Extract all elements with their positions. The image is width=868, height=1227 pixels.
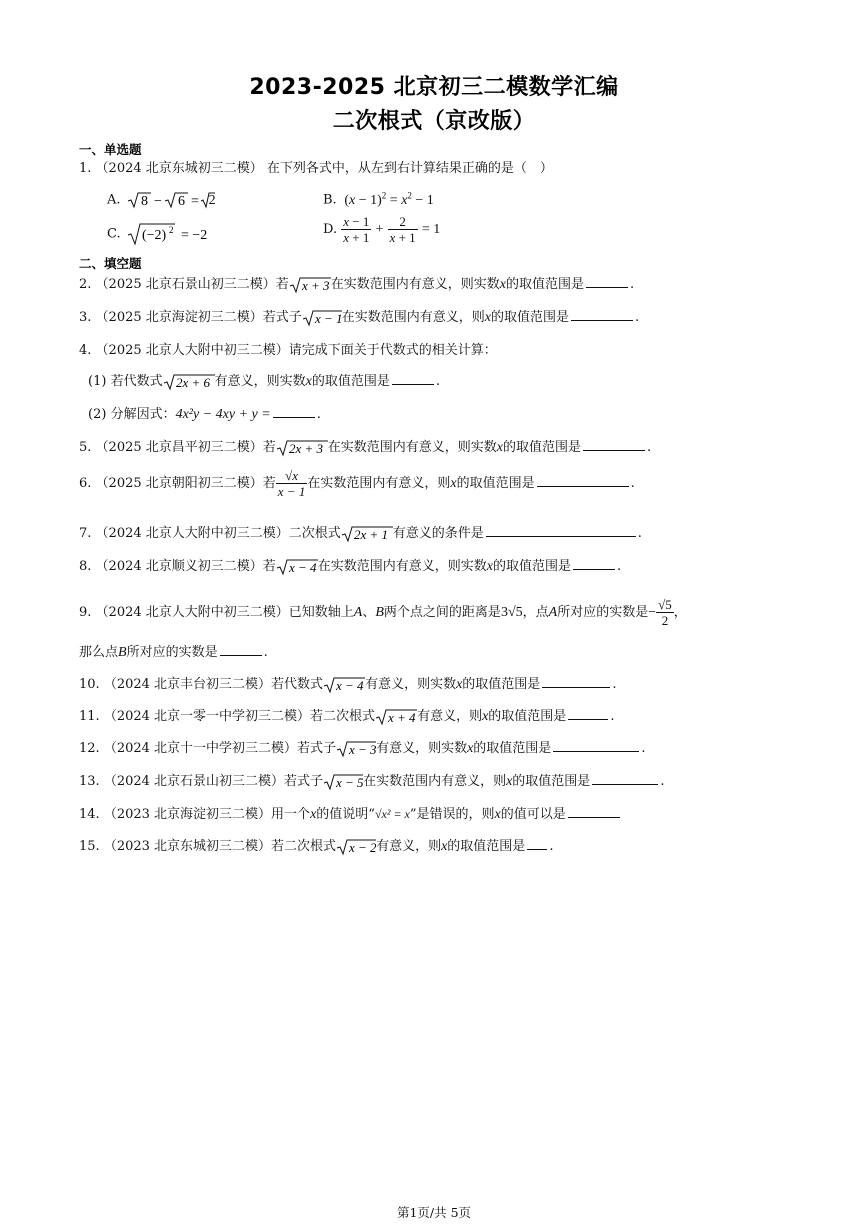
option-d-fraction-1: $\frac{x - 1}{x + 1}$	[343, 214, 370, 245]
punctuation: .	[263, 645, 268, 660]
question-text: 的取值范围是	[462, 677, 541, 692]
radical-expression	[289, 276, 331, 294]
question-text: 的取值范围是	[506, 277, 585, 292]
punctuation: .	[641, 741, 646, 756]
question-text: 在实数范围内有意义，则	[341, 310, 485, 325]
radical-expression	[276, 439, 328, 457]
question-text: 的取值范围是	[488, 709, 567, 724]
punctuation: .	[435, 374, 440, 389]
question-text: 若	[262, 559, 276, 574]
question-text: 有意义，则	[417, 709, 483, 724]
question-4-part-2	[88, 403, 321, 423]
question-number: 7.	[79, 526, 92, 541]
option-label: B.	[323, 192, 337, 208]
question-text: 二次根式	[288, 526, 341, 541]
punctuation: ，	[673, 605, 687, 620]
radical-expression	[276, 558, 318, 576]
question-4-part-1	[88, 370, 440, 391]
question-5	[79, 436, 651, 457]
svg-text:6: 6	[177, 194, 185, 209]
question-number: 5.	[79, 440, 92, 455]
fraction-expression: $\frac{√5}{2}$	[658, 597, 672, 628]
svg-text:=: =	[190, 194, 199, 209]
question-12	[79, 737, 645, 758]
svg-text:x − 2: x − 2	[349, 839, 377, 855]
question-text: 已知数轴上	[288, 605, 354, 620]
question-number: 8.	[79, 559, 92, 574]
answer-blank[interactable]	[486, 524, 636, 537]
question-source: （2023 北京海淀初三二模）	[103, 807, 272, 822]
question-text: 的取值范围是	[503, 440, 582, 455]
part-label: (1)	[88, 374, 107, 389]
question-source: （2024 北京人大附中初三二模）	[95, 605, 289, 620]
variable: x	[486, 559, 494, 574]
radical-expression	[375, 708, 417, 726]
question-text: 若二次根式	[271, 839, 337, 854]
question-text: 若	[262, 440, 276, 455]
variable: x	[484, 310, 492, 325]
punctuation: 、	[362, 605, 376, 620]
radical-expression	[336, 740, 376, 758]
answer-blank[interactable]	[568, 707, 608, 720]
question-text: 若	[275, 277, 289, 292]
question-9	[79, 597, 687, 628]
question-source: （2024 北京一零一中学初三二模）	[103, 709, 311, 724]
svg-text:= −2: = −2	[180, 228, 208, 243]
radical-expression	[163, 373, 215, 391]
part-label: (2)	[88, 407, 107, 422]
question-number: 9.	[79, 605, 92, 620]
section-heading-single-choice: 一、单选题	[79, 142, 142, 157]
question-text: 有意义的条件是	[392, 526, 484, 541]
question-11	[79, 705, 614, 726]
svg-text:(−2): (−2)	[141, 228, 166, 243]
question-text: 用一个	[271, 807, 311, 822]
svg-text:x − 3: x − 3	[349, 741, 377, 757]
question-14	[79, 803, 622, 823]
answer-blank[interactable]	[571, 308, 633, 321]
question-number: 14.	[79, 807, 100, 822]
question-source: （2025 北京石景山初三二模）	[95, 277, 276, 292]
answer-blank[interactable]	[542, 675, 610, 688]
question-text: 的取值范围是	[493, 559, 572, 574]
document-subtitle: 二次根式（京改版）	[332, 109, 536, 134]
answer-blank[interactable]	[592, 772, 658, 785]
variable: x	[499, 277, 507, 292]
question-source: （2024 北京丰台初三二模）	[103, 677, 272, 692]
answer-blank[interactable]	[273, 405, 315, 418]
section-heading-fill-in: 二、填空题	[79, 256, 142, 271]
question-text: 在实数范围内有意义，则	[307, 476, 451, 491]
punctuation: .	[635, 310, 640, 325]
question-text: 若式子	[262, 310, 302, 325]
option-b	[323, 190, 434, 209]
radical-expression	[323, 773, 363, 791]
question-number: 13.	[79, 774, 100, 789]
question-text: 有意义，则实数	[365, 677, 457, 692]
punctuation: .	[637, 526, 642, 541]
punctuation: .	[660, 774, 665, 789]
question-text: 的值可以是	[500, 807, 566, 822]
fraction-expression: $\frac{√x}{x - 1}$	[277, 468, 306, 499]
question-number: 1.	[79, 161, 92, 176]
question-8	[79, 555, 621, 576]
variable: x	[305, 374, 312, 389]
question-text: 的值说明“	[316, 807, 375, 822]
question-text: 的取值范围是	[311, 374, 390, 389]
answer-blank[interactable]	[586, 275, 628, 288]
question-text: 那么点	[79, 645, 119, 660]
question-text: 在下列各式中，从左到右计算结果正确的是（ ）	[266, 161, 553, 176]
question-text: ”是错误的，则	[409, 807, 495, 822]
math-expression: √x² = x	[374, 807, 410, 821]
svg-text:x − 1: x − 1	[314, 310, 342, 326]
variable: x	[456, 677, 463, 692]
answer-blank[interactable]	[220, 643, 262, 656]
question-text: 若	[262, 476, 276, 491]
question-text: 在实数范围内有意义，则实数	[327, 440, 497, 455]
variable: x	[450, 476, 457, 491]
radical-expression	[323, 676, 365, 694]
answer-blank[interactable]	[392, 372, 434, 385]
question-text: 所对应的实数是	[557, 605, 649, 620]
variable: x	[467, 741, 474, 756]
svg-text:8: 8	[140, 194, 148, 209]
option-d: D. $\frac{x - 1}{x + 1}$ + $\frac{2}{x + 1}$ = 1	[323, 214, 441, 245]
variable: x	[482, 709, 489, 724]
question-1	[79, 157, 553, 176]
question-text: 的取值范围是	[491, 310, 570, 325]
question-3	[79, 306, 639, 327]
variable: A	[548, 605, 558, 620]
question-15	[79, 835, 553, 856]
radical-expression	[341, 525, 393, 543]
question-text: 分解因式：	[110, 407, 176, 422]
answer-blank[interactable]	[527, 837, 547, 850]
question-source: （2024 北京顺义初三二模）	[95, 559, 263, 574]
question-text: 若式子	[284, 774, 324, 789]
option-c	[107, 222, 235, 246]
variable: x	[310, 807, 317, 822]
question-text: 有意义，则实数	[214, 374, 306, 389]
answer-blank[interactable]	[573, 557, 615, 570]
math-sign: −	[648, 605, 657, 620]
question-text: 若式子	[297, 741, 337, 756]
question-6	[79, 468, 635, 499]
svg-text:2x + 6: 2x + 6	[175, 374, 210, 390]
question-text: 若二次根式	[310, 709, 376, 724]
math-expression: 3√5	[500, 605, 523, 620]
math-expression: 4x²y − 4xy + y =	[175, 407, 271, 422]
question-text: 在实数范围内有意义，则	[363, 774, 507, 789]
question-number: 3.	[79, 310, 92, 325]
option-a: A. 8 − 6 = 2	[107, 190, 216, 210]
question-7	[79, 522, 642, 543]
question-text: 两个点之间的距离是	[383, 605, 501, 620]
question-13	[79, 770, 664, 791]
question-source: （2025 北京海淀初三二模）	[95, 310, 263, 325]
question-number: 12.	[79, 741, 100, 756]
document-title: 2023-2025 北京初三二模数学汇编	[249, 75, 619, 100]
question-number: 4.	[79, 343, 92, 358]
variable: B	[118, 645, 127, 660]
option-label: C.	[107, 226, 121, 242]
question-text: 的取值范围是	[512, 774, 591, 789]
question-10	[79, 673, 616, 694]
question-source: （2025 北京昌平初三二模）	[95, 440, 263, 455]
variable: x	[441, 839, 448, 854]
question-text: 在实数范围内有意义，则实数	[317, 559, 487, 574]
answer-blank[interactable]	[553, 739, 639, 752]
punctuation: .	[612, 677, 617, 692]
option-c-formula	[125, 222, 235, 246]
radical-expression	[302, 309, 342, 327]
question-source: （2023 北京东城初三二模）	[103, 839, 272, 854]
svg-text:2x + 3: 2x + 3	[288, 440, 323, 456]
option-d-fraction-2: $\frac{2}{x + 1}$	[389, 214, 416, 245]
question-text: 所对应的实数是	[126, 645, 218, 660]
question-4	[79, 339, 497, 358]
punctuation: .	[617, 559, 622, 574]
question-source: （2024 北京东城初三二模）	[95, 161, 263, 176]
variable: A	[353, 605, 363, 620]
variable: B	[375, 605, 384, 620]
svg-text:−: −	[153, 194, 162, 209]
page-footer: 第1页/共 5页	[396, 1205, 472, 1220]
option-label: A.	[107, 192, 121, 208]
question-text: 若代数式	[110, 374, 163, 389]
question-source: （2024 北京十一中学初三二模）	[103, 741, 298, 756]
question-text: 的取值范围是	[456, 476, 535, 491]
variable: x	[496, 440, 504, 455]
question-number: 6.	[79, 476, 92, 491]
option-b-formula: $(x - 1)^2 = x^2 - 1$	[340, 190, 434, 208]
question-number: 11.	[79, 709, 100, 724]
punctuation: .	[610, 709, 615, 724]
svg-text:x + 3: x + 3	[301, 277, 330, 293]
question-9-line-2	[79, 641, 268, 661]
question-source: （2025 北京人大附中初三二模）	[95, 343, 289, 358]
option-a-formula	[125, 190, 215, 210]
variable: x	[506, 774, 513, 789]
question-text: 有意义，则实数	[376, 741, 468, 756]
punctuation: .	[630, 277, 635, 292]
question-text: 在实数范围内有意义，则实数	[330, 277, 500, 292]
question-number: 15.	[79, 839, 100, 854]
svg-text:x − 5: x − 5	[336, 774, 364, 790]
punctuation: .	[647, 440, 652, 455]
svg-text:2: 2	[168, 225, 174, 235]
question-source: （2024 北京石景山初三二模）	[103, 774, 285, 789]
punctuation: .	[549, 839, 554, 854]
svg-text:x + 4: x + 4	[388, 709, 416, 725]
question-number: 10.	[79, 677, 100, 692]
question-number: 2.	[79, 277, 92, 292]
answer-blank[interactable]	[568, 805, 620, 818]
question-text: 请完成下面关于代数式的相关计算：	[288, 343, 497, 358]
option-label: D.	[323, 222, 338, 237]
question-text: 有意义，则	[376, 839, 442, 854]
radical-expression	[336, 838, 376, 856]
question-text: 的取值范围是	[447, 839, 526, 854]
answer-blank[interactable]	[537, 474, 629, 487]
svg-text:x − 4: x − 4	[288, 559, 317, 575]
answer-blank[interactable]	[583, 438, 645, 451]
punctuation: .	[630, 476, 635, 491]
question-source: （2025 北京朝阳初三二模）	[95, 476, 263, 491]
question-text: ，点	[522, 605, 549, 620]
question-2	[79, 273, 634, 294]
svg-text:x − 4: x − 4	[336, 677, 364, 693]
question-text: 的取值范围是	[473, 741, 552, 756]
svg-text:2x + 1: 2x + 1	[353, 526, 388, 542]
variable: x	[494, 807, 501, 822]
punctuation: .	[316, 407, 321, 422]
question-text: 若代数式	[271, 677, 324, 692]
question-source: （2024 北京人大附中初三二模）	[95, 526, 289, 541]
